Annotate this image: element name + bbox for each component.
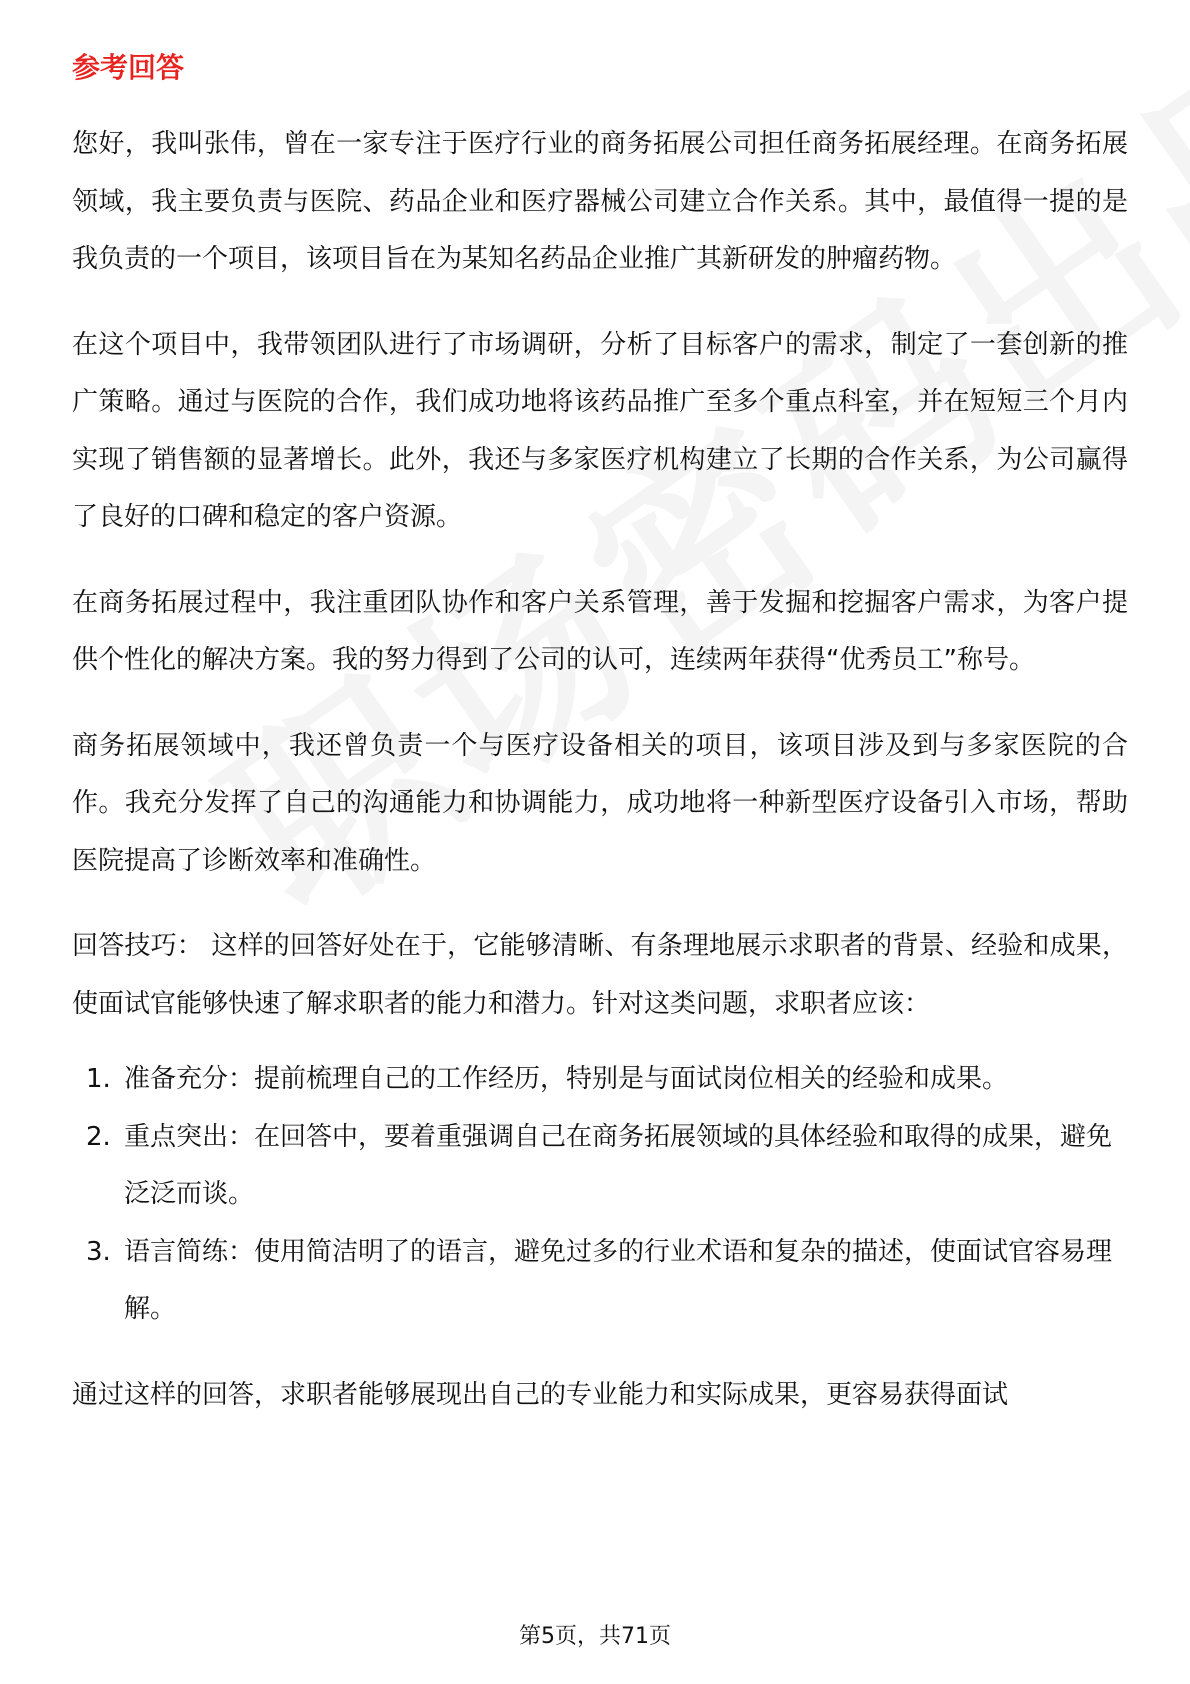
tips-list-item [72,1224,1128,1339]
list-number: 2. [86,1121,111,1152]
tips-list-item [72,1051,1128,1109]
tips-list-item [72,1109,1128,1224]
paragraph-intro: 您好，我叫张伟，曾在一家专注于医疗行业的商务拓展公司担任商务拓展经理。在商务拓展领域，我主要负责与医院、药品企业和医疗器械公司建立合作关系。其中，最值得一提的是我负责的一个项目，该项目旨在为某知名药品企业推广其新研发的肿瘤药物。 [72,129,1128,274]
paragraph-closing: 通过这样的回答，求职者能够展现出自己的专业能力和实际成果，更容易获得面试 [72,1379,1009,1410]
section-title: 参考回答 [72,51,185,84]
list-number: 3. [86,1236,111,1267]
paragraph-device-project: 商务拓展领域中，我还曾负责一个与医疗设备相关的项目，该项目涉及到与多家医院的合作。我充分发挥了自己的沟通能力和协调能力，成功地将一种新型医疗设备引入市场，帮助医院提高了诊断效率和准确性。 [72,730,1128,876]
tips-list [72,1051,1128,1339]
paragraph-project: 在这个项目中，我带领团队进行了市场调研，分析了目标客户的需求，制定了一套创新的推广策略。通过与医院的合作，我们成功地将该药品推广至多个重点科室，并在短短三个月内实现了销售额的显著增长。此外，我还与多家医疗机构建立了长期的合作关系，为公司赢得了良好的口碑和稳定的客户资源。 [72,329,1128,532]
list-item-text: 准备充分：提前梳理自己的工作经历，特别是与面试岗位相关的经验和成果。 [124,1064,1009,1094]
list-item-text: 重点突出：在回答中，要着重强调自己在商务拓展领域的具体经验和取得的成果，避免泛泛而谈。 [124,1121,1113,1209]
list-item-text: 语言简练：使用简洁明了的语言，避免过多的行业术语和复杂的描述，使面试官容易理解。 [124,1236,1113,1324]
page-number: 第5页，共71页 [519,1624,671,1649]
paragraph-process: 在商务拓展过程中，我注重团队协作和客户关系管理，善于发掘和挖掘客户需求，为客户提供个性化的解决方案。我的努力得到了公司的认可，连续两年获得“优秀员工”称号。 [72,587,1128,675]
document-body [72,48,1128,1452]
paragraph-answer-tips: 回答技巧： 这样的回答好处在于，它能够清晰、有条理地展示求职者的背景、经验和成果，使面试官能够快速了解求职者的能力和潜力。针对这类问题，求职者应该： [72,931,1128,1019]
list-number: 1. [86,1064,111,1094]
